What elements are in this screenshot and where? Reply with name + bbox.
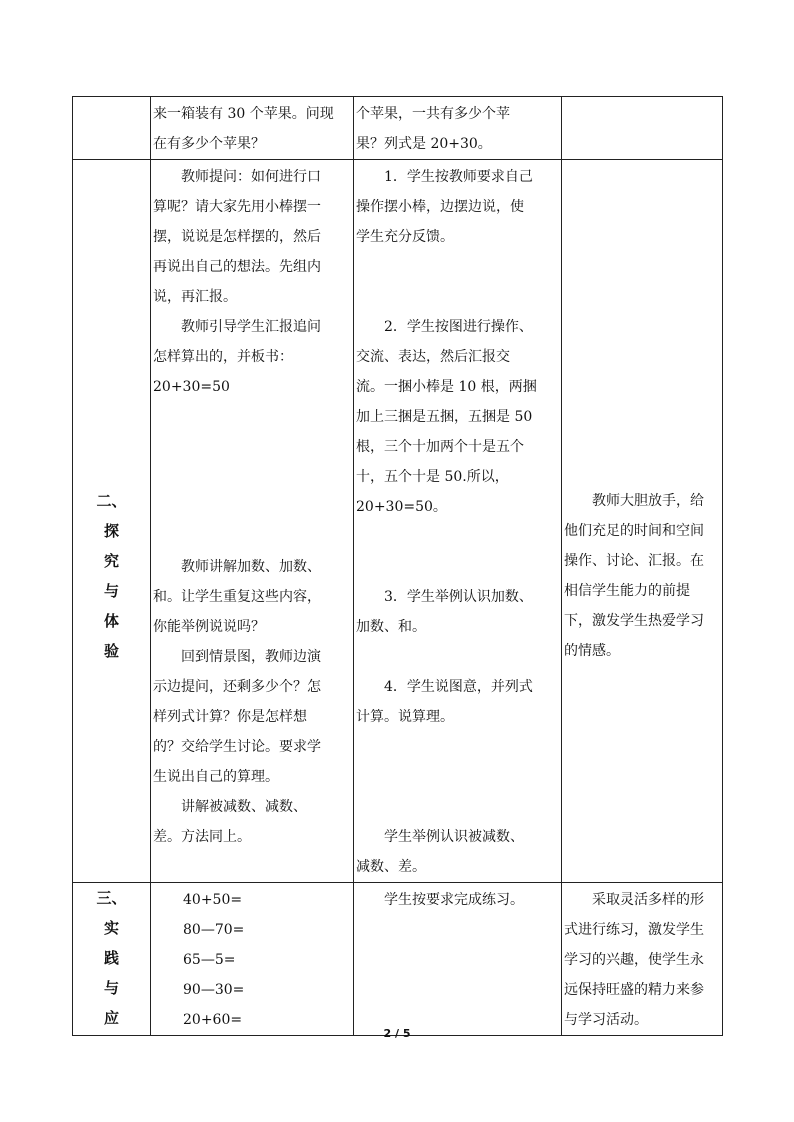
text-line: 教师提问：如何进行口 [181, 169, 321, 185]
stage-char: 究 [103, 552, 119, 570]
stage-char: 与 [103, 979, 119, 997]
stage-cell [73, 883, 151, 1036]
text-line: 计算。说算理。 [356, 709, 454, 725]
text-line: 操作、讨论、汇报。在 [564, 553, 704, 569]
stage-cell [73, 160, 151, 883]
stage-char: 与 [103, 582, 119, 600]
text-line: 加数、和。 [356, 619, 426, 635]
text-line: 你能举例说说吗？ [153, 619, 265, 635]
text-line: 1．学生按教师要求自己 [384, 169, 533, 185]
text-line: 个苹果，一共有多少个苹 [356, 106, 510, 122]
table-row-continued [73, 97, 723, 160]
text-line: 4．学生说图意，并列式 [384, 679, 533, 695]
table-row-section-3 [73, 883, 723, 1036]
text-line: 2．学生按图进行操作、 [384, 319, 533, 335]
teacher-activity-cell [151, 97, 354, 160]
exercise-line: 65—5= [183, 952, 236, 968]
text-line: 学生充分反馈。 [356, 229, 454, 245]
text-line: 教师讲解加数、加数、 [181, 559, 321, 575]
text-line: 20+30=50。 [356, 499, 447, 515]
stage-char: 三、 [96, 889, 127, 907]
teacher-activity-cell [151, 883, 354, 1036]
text-line: 式进行练习，激发学生 [564, 922, 704, 938]
table-row-section-2 [73, 160, 723, 883]
exercise-line: 80—70= [183, 922, 245, 938]
text-line: 流。一捆小棒是 10 根，两捆 [356, 379, 537, 395]
student-activity-cell [354, 97, 562, 160]
text-line: 的情感。 [564, 643, 620, 659]
text-line: 20+30=50 [153, 379, 230, 395]
stage-char: 践 [103, 949, 119, 967]
exercise-line: 90—30= [183, 982, 245, 998]
stage-char: 二、 [96, 492, 127, 510]
text-line: 学习的兴趣，使学生永 [564, 952, 704, 968]
text-line: 与学习活动。 [564, 1012, 648, 1028]
design-intent-cell [562, 883, 723, 1036]
text-line: 的？交给学生讨论。要求学 [153, 739, 321, 755]
text-line: 示边提问，还剩多少个？怎 [153, 679, 321, 695]
text-line: 说，再汇报。 [153, 289, 237, 305]
stage-char: 验 [103, 642, 119, 660]
student-activity-cell [354, 883, 562, 1036]
text-line: 交流、表达，然后汇报交 [356, 349, 510, 365]
design-intent-cell [562, 160, 723, 883]
text-line: 样列式计算？你是怎样想 [153, 709, 307, 725]
text-line: 在有多少个苹果？ [153, 136, 265, 152]
stage-cell-empty [73, 97, 151, 160]
stage-char: 实 [103, 919, 119, 937]
text-line: 回到情景图，教师边演 [181, 649, 321, 665]
text-line: 生说出自己的算理。 [153, 769, 279, 785]
text-line: 差。方法同上。 [153, 829, 251, 845]
text-line: 怎样算出的，并板书： [153, 349, 293, 365]
text-line: 远保持旺盛的精力来参 [564, 982, 704, 998]
text-line: 3．学生举例认识加数、 [384, 589, 533, 605]
text-line: 教师大胆放手，给 [592, 493, 704, 509]
design-intent-cell [562, 97, 723, 160]
text-line: 下，激发学生热爱学习 [564, 613, 704, 629]
text-line: 讲解被减数、减数、 [181, 799, 307, 815]
exercise-line: 20+60= [183, 1012, 243, 1028]
text-line: 采取灵活多样的形 [592, 892, 704, 908]
student-activity-cell [354, 160, 562, 883]
text-line: 算呢？请大家先用小棒摆一 [153, 199, 321, 215]
exercise-line: 40+50= [183, 892, 243, 908]
lesson-plan-table [72, 96, 723, 1036]
text-line: 摆，说说是怎样摆的，然后 [153, 229, 321, 245]
page-number: 2 / 5 [383, 1027, 411, 1040]
text-line: 根，三个十加两个十是五个 [356, 439, 524, 455]
teacher-activity-cell [151, 160, 354, 883]
text-line: 果？列式是 20+30。 [356, 136, 492, 152]
stage-char: 体 [103, 612, 119, 630]
text-line: 学生按要求完成练习。 [384, 892, 524, 908]
text-line: 他们充足的时间和空间 [564, 523, 704, 539]
text-line: 学生举例认识被减数、 [384, 829, 524, 845]
text-line: 十，五个十是 50.所以， [356, 469, 509, 485]
stage-char: 应 [103, 1009, 119, 1027]
stage-char: 探 [103, 522, 119, 540]
text-line: 减数、差。 [356, 859, 426, 875]
text-line: 再说出自己的想法。先组内 [153, 259, 321, 275]
text-line: 操作摆小棒，边摆边说，使 [356, 199, 524, 215]
text-line: 相信学生能力的前提 [564, 583, 690, 599]
text-line: 加上三捆是五捆，五捆是 50 [356, 409, 533, 425]
text-line: 和。让学生重复这些内容， [153, 589, 321, 605]
text-line: 来一箱装有 30 个苹果。问现 [153, 106, 334, 122]
text-line: 教师引导学生汇报追问 [181, 319, 321, 335]
